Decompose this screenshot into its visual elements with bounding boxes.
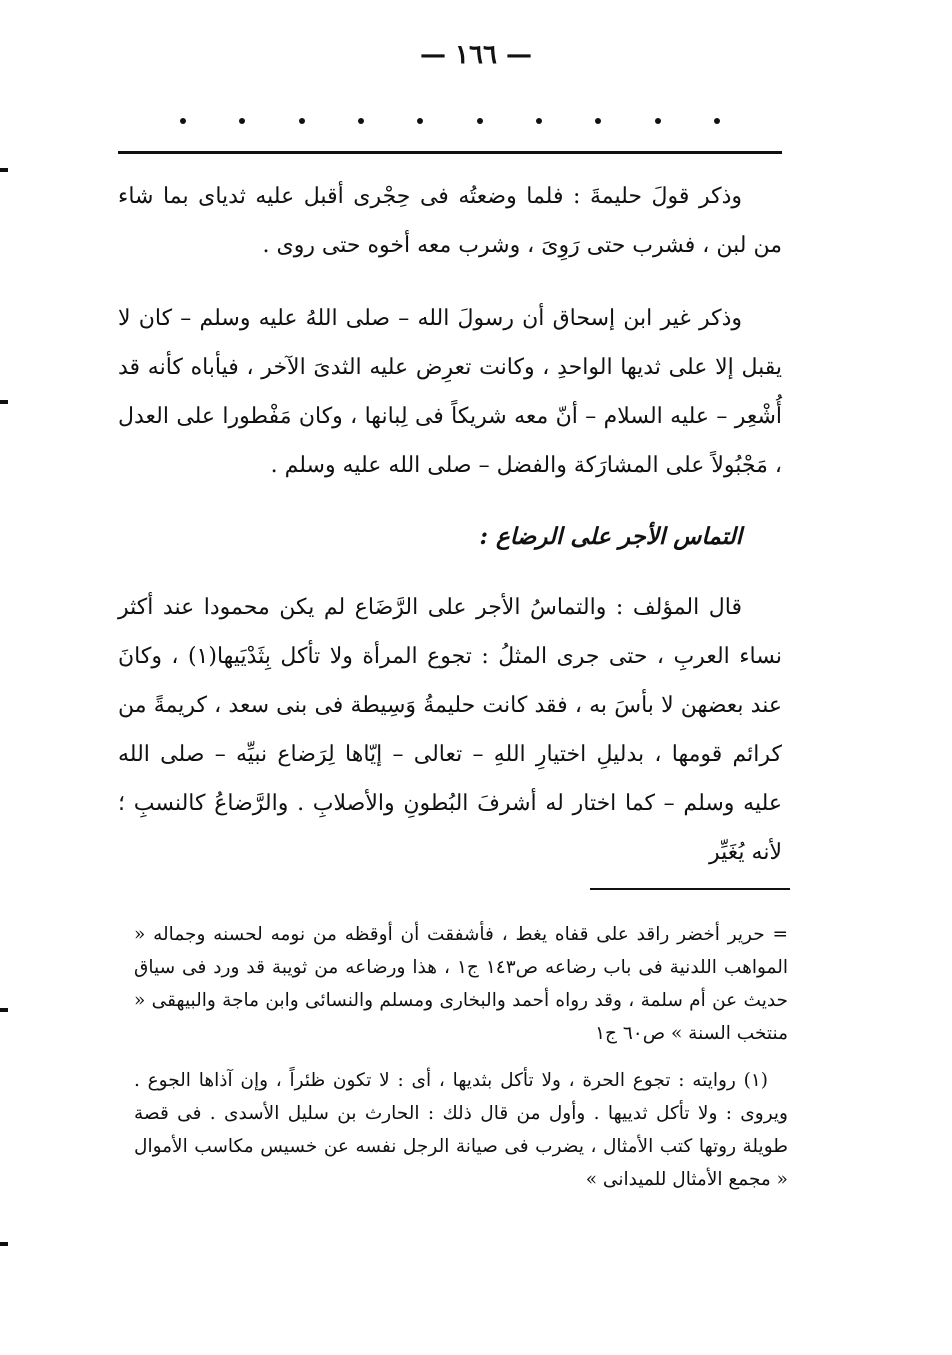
ornament-dot: [714, 118, 720, 124]
body-paragraph-3: قال المؤلف : والتماسُ الأجر على الرَّضَاع لم يكن محمودا عند أكثر نساء العربِ ، حتى جرى المثلُ : تجوع المرأة ولا تأكل بِثَدْيَيها(١) ، وكانَ عند بعضهن لا بأسَ به ، فقد كانت حليمةُ وَسِيطة فى بنى سعد ، كريمةً من كرائم قومها ، بدليلِ اختيارِ اللهِ – تعالى – إيّاها لِرَضاع نبيِّه – صلى الله عليه وسلم – كما اختار له أشرفَ البُطونِ والأصلابِ . والرَّضاعُ كالنسبِ ؛ لأنه يُغَيِّر: [118, 595, 782, 865]
main-text: [118, 172, 782, 877]
header-rule: [118, 151, 782, 154]
ornament-dot: [299, 118, 305, 124]
body-paragraph-2: وذكر غير ابن إسحاق أن رسولَ الله – صلى اللهُ عليه وسلم – كان لا يقبل إلا على ثديها الواحدِ ، وكانت تعرِض عليه الثدىَ الآخر ، فيأباه كأنه قد أُشْعِر – عليه السلام – أنّ معه شريكاً فى لِبانها ، وكان مَفْطورا على العدل ، مَجْبُولاً على المشارَكة والفضل – صلى الله عليه وسلم .: [118, 306, 782, 478]
footnote-continuation: = حرير أخضر راقد على قفاه يغط ، فأشفقت أن أوقظه من نومه لحسنه وجماله « المواهب اللدنية فى باب رضاعه ص١٤٣ ج١ ، هذا ورضاعه من ثويبة قد ورد فى سياق حديث عن أم سلمة ، وقد رواه أحمد والبخارى ومسلم والنسائى وابن ماجة والبيهقى « منتخب السنة » ص٦٠ ج١: [134, 924, 788, 1044]
ornament-dots: [180, 118, 720, 124]
ornament-dot: [536, 118, 542, 124]
scan-edge-mark: [0, 1242, 8, 1246]
footnotes: [134, 918, 788, 1196]
ornament-dot: [655, 118, 661, 124]
ornament-dot: [180, 118, 186, 124]
footnote-rule: [590, 888, 790, 890]
scan-edge-mark: [0, 168, 8, 172]
scan-edge-mark: [0, 1008, 8, 1012]
ornament-dot: [417, 118, 423, 124]
footnote-1: (١) روايته : تجوع الحرة ، ولا تأكل بثديها ، أى : لا تكون ظئراً ، وإن آذاها الجوع . ويروى : ولا تأكل ثدييها . وأول من قال ذلك : الحارث بن سليل الأسدى . فى قصة طويلة روتها كتب الأمثال ، يضرب فى صيانة الرجل نفسه عن خسيس مكاسب الأموال « مجمع الأمثال للميدانى »: [134, 1070, 788, 1190]
page-number: — ١٦٦ —: [419, 40, 533, 70]
ornament-dot: [358, 118, 364, 124]
section-heading: التماس الأجر على الرضاع :: [479, 523, 742, 550]
ornament-dot: [477, 118, 483, 124]
scan-edge-mark: [0, 400, 8, 404]
ornament-dot: [239, 118, 245, 124]
body-paragraph-1: وذكر قولَ حليمةَ : فلما وضعتُه فى حِجْرى أقبل عليه ثدياى بما شاء من لبن ، فشرب حتى رَوِىَ ، وشرب معه أخوه حتى روى .: [118, 184, 782, 258]
ornament-dot: [595, 118, 601, 124]
